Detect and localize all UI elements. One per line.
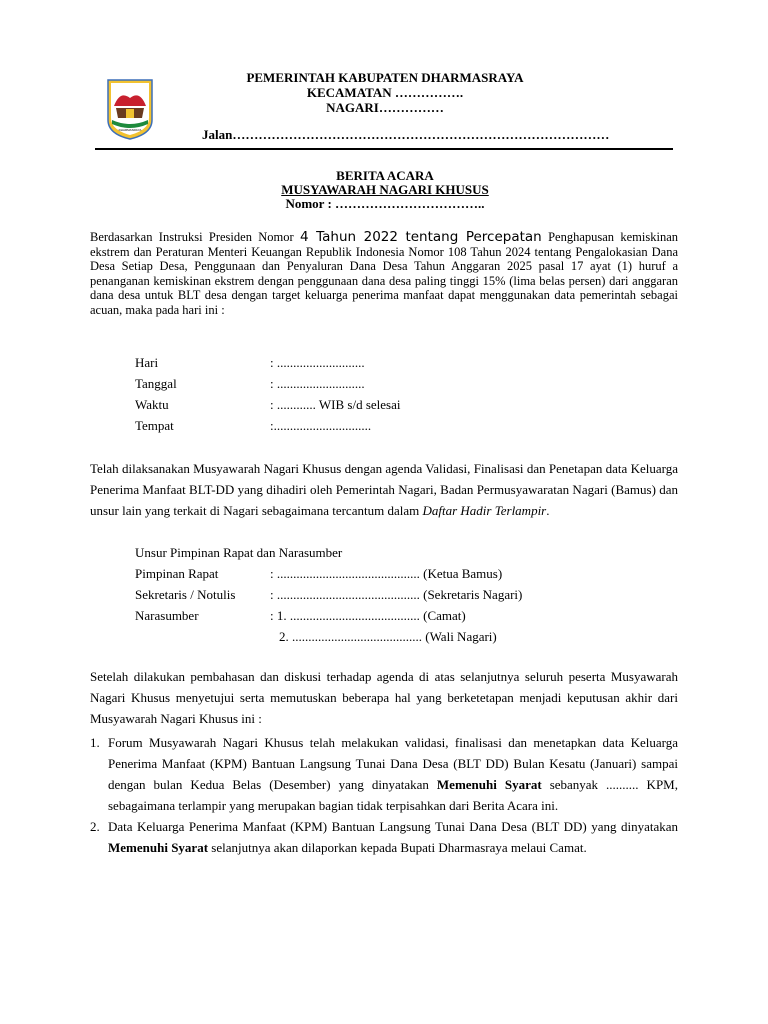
leader-label-secretary: Sekretaris / Notulis (135, 587, 236, 602)
attendance-list-reference: Daftar Hadir Terlampir (422, 503, 547, 518)
meeting-paragraph (90, 458, 678, 521)
schedule-label-tanggal: Tanggal (135, 376, 177, 391)
leader-value-speaker-2: 2. ........................................ (Wali Nagari) (279, 629, 497, 644)
letterhead-line-1: PEMERINTAH KABUPATEN DHARMASRAYA (246, 70, 524, 85)
schedule-value-tanggal: : ........................... (270, 376, 365, 391)
list-item (90, 816, 678, 858)
meeting-text-end: . (546, 503, 550, 518)
list-item-text: Data Keluarga Penerima Manfaat (KPM) Bantuan Langsung Tunai Dana Desa (BLT DD) yang dinyatakan (108, 819, 678, 834)
list-item-text-end: sebanyak .......... KPM, sebagaimana terlampir yang merupakan bagian tidak terpisahkan dari Berita Acara ini. (108, 777, 678, 813)
leader-value-secretary: : ............................................ (Sekretaris Nagari) (270, 587, 523, 602)
logo-caption: DHARMASRAYA (118, 128, 142, 132)
decision-intro-paragraph: Setelah dilakukan pembahasan dan diskusi terhadap agenda di atas selanjutnya seluruh peserta Musyawarah Nagari Khusus menyetujui serta memutuskan beberapa hal yang berketetapan menjadi keputusan akhir dari Musyawarah Nagari Khusus ini : (90, 669, 678, 726)
schedule-label-tempat: Tempat (135, 418, 174, 433)
leader-label-speaker: Narasumber (135, 608, 199, 623)
meeting-text: Telah dilaksanakan Musyawarah Nagari Khusus dengan agenda Validasi, Finalisasi dan Penetapan data Keluarga Penerima Manfaat BLT-DD yang dihadiri oleh Pemerintah Nagari, Badan Permusyawaratan Nagari (Bamus) dan unsur lain yang terkait di Nagari sebagaimana tercantum dalam (90, 461, 678, 518)
intro-text-1: Berdasarkan Instruksi Presiden Nomor (90, 230, 301, 244)
schedule-value-waktu: : ............ WIB s/d selesai (270, 397, 401, 412)
schedule-label-waktu: Waktu (135, 397, 169, 412)
list-item-text: Forum Musyawarah Nagari Khusus telah melakukan validasi, finalisasi dan menetapkan data Keluarga Penerima Manfaat (KPM) Bantuan Langsung Tunai Dana Desa (BLT DD) Bulan Kesatu (Januari) sampai dengan bulan Kedua Belas (Desember) yang dinyatakan (108, 735, 678, 792)
document-title: BERITA ACARA (336, 168, 434, 183)
intro-text-2: 4 Tahun 2022 tentang Percepatan (300, 229, 542, 245)
intro-paragraph (90, 230, 678, 318)
schedule-value-tempat: :.............................. (270, 418, 372, 433)
leader-value-chair: : ............................................ (Ketua Bamus) (270, 566, 503, 581)
intro-text-3: Penghapusan kemiskinan ekstrem dan Peraturan Menteri Keuangan Republik Indonesia Nomor 108 Tahun 2024 tentang Pengalokasian Dana Desa Setiap Desa, Penggunaan dan Penyaluran Dana Desa Tahun Anggaran 2025 pasal 17 ayat (1) huruf a penanganan kemiskinan ekstrem dengan penggunaan dana desa paling tinggi 15% (lima belas persen) dari anggaran dana desa untuk BLT desa dengan target keluarga penerima manfaat dapat menggunakan data pemerintah sebagai acuan, maka pada hari ini : (90, 230, 679, 317)
letterhead-line-2: KECAMATAN ……………. (306, 85, 464, 100)
schedule-label-hari: Hari (135, 355, 159, 370)
leader-label-chair: Pimpinan Rapat (135, 566, 219, 581)
list-item-number: 2. (90, 819, 100, 834)
list-item-emphasis: Memenuhi Syarat (108, 840, 209, 855)
list-item-number: 1. (90, 735, 100, 750)
list-item-text-end: selanjutnya akan dilaporkan kepada Bupati Dharmasraya melaui Camat. (208, 840, 587, 855)
decision-list (90, 732, 678, 858)
list-item-emphasis: Memenuhi Syarat (436, 777, 542, 792)
list-item (90, 732, 678, 816)
document-subtitle: MUSYAWARAH NAGARI KHUSUS (281, 182, 489, 197)
schedule-value-hari: : ........................... (270, 355, 365, 370)
letterhead-line-3: NAGARI…………… (326, 100, 444, 115)
letterhead-divider (95, 148, 673, 150)
regency-logo (106, 78, 154, 140)
letterhead-address: Jalan…………………………………………………………………………… (202, 127, 610, 142)
document-number: Nomor : …………………………….. (285, 196, 485, 211)
leader-value-speaker-1: : 1. ........................................ (Camat) (270, 608, 466, 623)
leaders-heading: Unsur Pimpinan Rapat dan Narasumber (135, 545, 343, 560)
